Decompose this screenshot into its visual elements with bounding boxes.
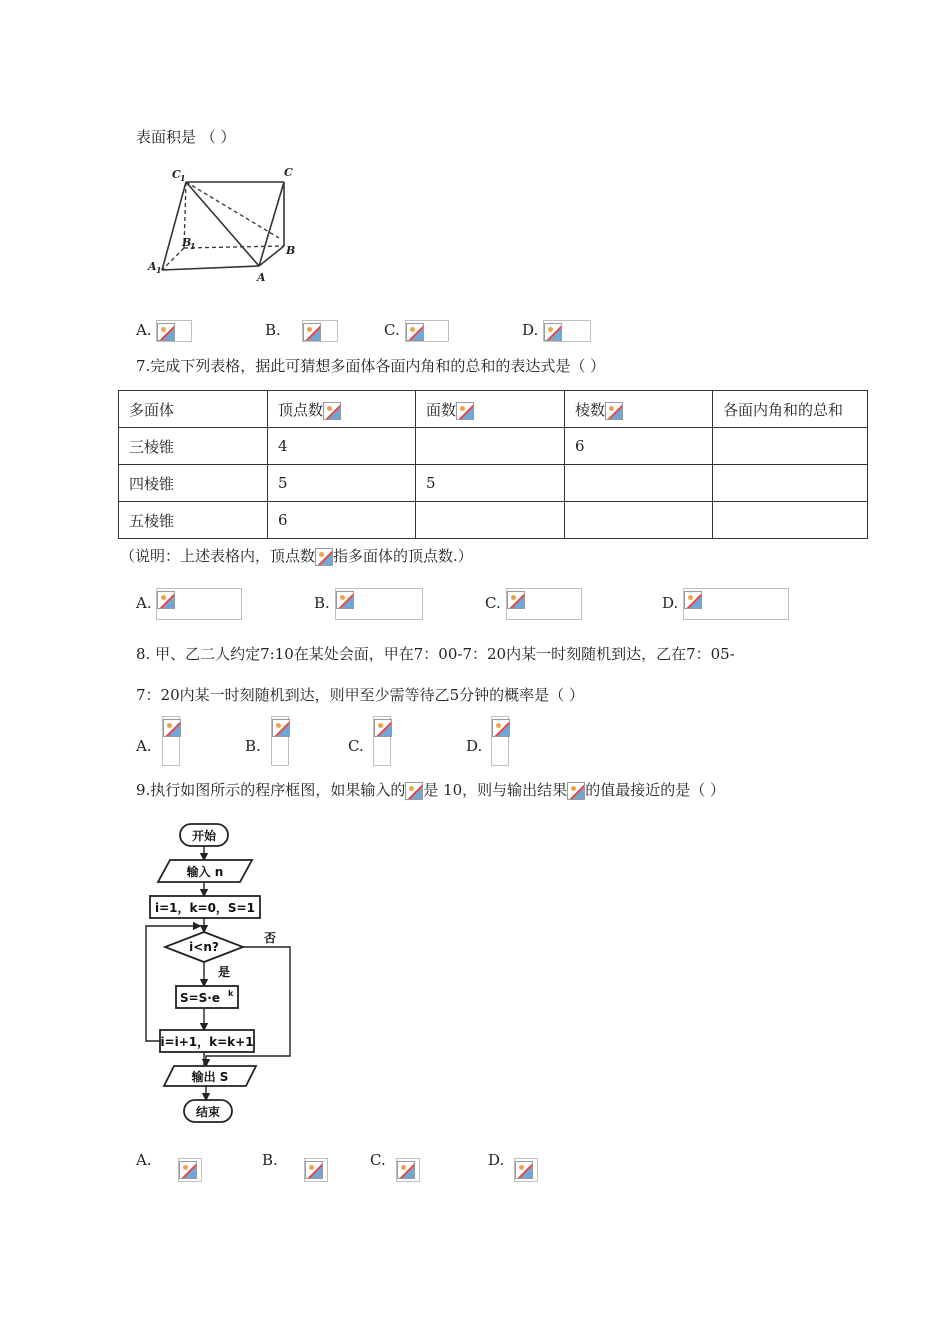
broken-image-icon xyxy=(405,782,423,800)
broken-image-icon xyxy=(515,1161,533,1179)
formula-image-b xyxy=(271,716,289,766)
formula-image xyxy=(506,588,582,620)
stem-text: 的值最接近的是（ ） xyxy=(585,781,725,799)
flow-update-sup: k xyxy=(228,989,234,998)
label-c1: C xyxy=(172,168,181,181)
flow-output: 输出 S xyxy=(191,1070,229,1084)
broken-image-icon xyxy=(492,719,510,737)
q6-option-a xyxy=(136,320,192,342)
formula-image-d xyxy=(514,1158,538,1182)
flow-yes-label: 是 xyxy=(218,965,231,979)
q6-option-d xyxy=(522,320,591,342)
table-cell: 5 xyxy=(268,465,416,502)
q7-option-d xyxy=(662,588,789,620)
flow-update: S=S·e xyxy=(179,991,221,1005)
q8-option-d-label: D. xyxy=(466,737,483,755)
formula-image-b xyxy=(304,1158,328,1182)
q9-option-d-label: D. xyxy=(488,1151,505,1169)
q9-option-a-label: A. xyxy=(136,1151,152,1169)
formula-image-c xyxy=(373,716,391,766)
table-cell: 6 xyxy=(565,428,713,465)
flow-input: 输入 n xyxy=(186,865,224,879)
broken-image-icon xyxy=(507,591,525,609)
q7-stem: 7.完成下列表格，据此可猜想多面体各面内角和的总和的表达式是（ ） xyxy=(136,357,606,375)
q7-note xyxy=(120,546,473,566)
broken-image-icon xyxy=(179,1161,197,1179)
flow-increment: i=i+1，k=k+1 xyxy=(160,1035,254,1049)
label-a1-sub: 1 xyxy=(156,265,162,275)
q7-option-b xyxy=(314,588,423,620)
option-label: D. xyxy=(522,321,539,339)
broken-image-icon xyxy=(323,402,341,420)
label-c1-sub: 1 xyxy=(180,173,186,183)
option-label: A. xyxy=(136,594,152,612)
q7-option-c xyxy=(485,588,582,620)
label-a1: A xyxy=(148,260,157,273)
header-cell xyxy=(268,391,416,428)
table-cell xyxy=(416,428,565,465)
flow-no-label: 否 xyxy=(264,931,277,945)
option-label: A. xyxy=(136,321,152,339)
header-cell xyxy=(565,391,713,428)
label-b1: B xyxy=(182,236,192,249)
formula-image-a xyxy=(178,1158,202,1182)
header-cell xyxy=(416,391,565,428)
formula-image xyxy=(335,588,423,620)
flow-init: i=1，k=0，S=1 xyxy=(155,901,255,915)
q6-option-c xyxy=(384,320,449,342)
table-cell xyxy=(713,465,868,502)
header-label: 棱数 xyxy=(575,400,606,419)
formula-image xyxy=(156,320,192,342)
broken-image-icon xyxy=(157,591,175,609)
broken-image-icon xyxy=(544,323,562,341)
broken-image-icon xyxy=(163,719,181,737)
formula-image-c xyxy=(396,1158,420,1182)
formula-image xyxy=(405,320,449,342)
formula-image-d xyxy=(491,716,509,766)
label-a: A xyxy=(257,271,266,284)
table-row xyxy=(119,465,868,502)
option-label: C. xyxy=(485,594,501,612)
header-label: 顶点数 xyxy=(278,400,324,419)
q9-option-c-label: C. xyxy=(370,1151,386,1169)
q8-option-c-label: C. xyxy=(348,737,364,755)
broken-image-icon xyxy=(305,1161,323,1179)
flow-end: 结束 xyxy=(195,1105,221,1119)
broken-image-icon xyxy=(157,323,175,341)
formula-image xyxy=(156,588,242,620)
table-cell: 6 xyxy=(268,502,416,539)
option-label: B. xyxy=(314,594,330,612)
table-cell: 4 xyxy=(268,428,416,465)
q8-line-1: 8. 甲、乙二人约定7:10在某处会面，甲在7：00-7：20内某一时刻随机到达，乙在7：05- xyxy=(136,645,735,663)
flowchart xyxy=(140,816,310,1130)
q9-option-b-label: B. xyxy=(262,1151,278,1169)
stem-text: 是 10，则与输出结果 xyxy=(423,781,568,799)
table-cell: 5 xyxy=(416,465,565,502)
table-cell xyxy=(713,428,868,465)
header-label: 面数 xyxy=(426,400,457,419)
q8-option-a-label: A. xyxy=(136,737,152,755)
option-label: D. xyxy=(662,594,679,612)
stem-text: 9.执行如图所示的程序框图，如果输入的 xyxy=(136,781,406,799)
broken-image-icon xyxy=(684,591,702,609)
q6-tail-text: 表面积是 （ ） xyxy=(136,128,236,146)
polyhedron-table xyxy=(118,390,868,539)
table-cell xyxy=(565,465,713,502)
q9-stem xyxy=(136,780,725,800)
formula-image xyxy=(683,588,789,620)
broken-image-icon xyxy=(315,548,333,566)
table-cell xyxy=(565,502,713,539)
formula-image xyxy=(543,320,591,342)
flow-start: 开始 xyxy=(191,829,217,843)
flow-condition: i<n? xyxy=(189,940,219,954)
table-header-row xyxy=(119,391,868,428)
broken-image-icon xyxy=(456,402,474,420)
q6-option-b xyxy=(265,320,338,342)
table-cell: 五棱锥 xyxy=(119,502,268,539)
table-row xyxy=(119,502,868,539)
broken-image-icon xyxy=(397,1161,415,1179)
q7-option-a xyxy=(136,588,242,620)
broken-image-icon xyxy=(336,591,354,609)
table-cell xyxy=(713,502,868,539)
broken-image-icon xyxy=(272,719,290,737)
broken-image-icon xyxy=(406,323,424,341)
table-cell xyxy=(416,502,565,539)
table-cell: 三棱锥 xyxy=(119,428,268,465)
label-b: B xyxy=(286,244,296,257)
broken-image-icon xyxy=(374,719,392,737)
table-row xyxy=(119,428,868,465)
option-label: C. xyxy=(384,321,400,339)
note-text: （说明：上述表格内，顶点数 xyxy=(120,547,316,565)
broken-image-icon xyxy=(605,402,623,420)
label-b1-sub: 1 xyxy=(190,241,196,251)
formula-image xyxy=(302,320,338,342)
q8-line-2: 7：20内某一时刻随机到达，则甲至少需等待乙5分钟的概率是（ ） xyxy=(136,686,584,704)
broken-image-icon xyxy=(303,323,321,341)
header-cell: 多面体 xyxy=(119,391,268,428)
note-text: 指多面体的顶点数.） xyxy=(333,547,473,565)
option-label: B. xyxy=(265,321,281,339)
q8-option-b-label: B. xyxy=(245,737,261,755)
broken-image-icon xyxy=(567,782,585,800)
header-cell: 各面内角和的总和 xyxy=(713,391,868,428)
table-cell: 四棱锥 xyxy=(119,465,268,502)
formula-image-a xyxy=(162,716,180,766)
prism-figure xyxy=(134,160,316,288)
label-c: C xyxy=(284,166,293,179)
